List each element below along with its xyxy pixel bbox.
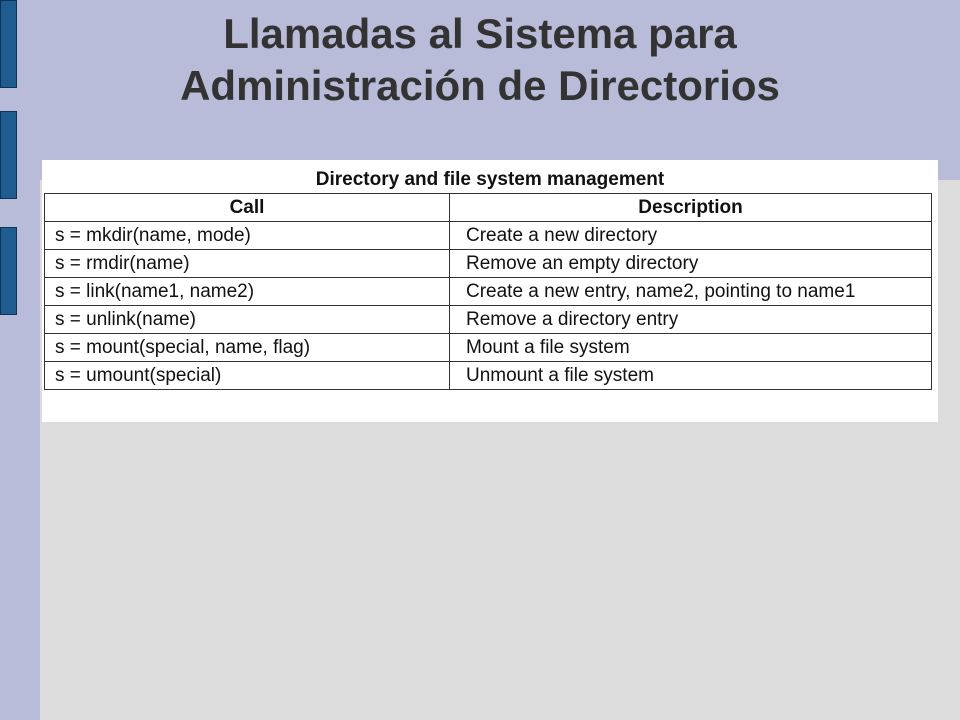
description-cell: Remove an empty directory [450,250,932,278]
table-row [45,334,932,362]
table-figure [42,160,938,422]
call-cell: s = mkdir(name, mode) [45,222,450,250]
column-header-description: Description [450,194,932,222]
decorative-side-bar [0,227,17,315]
table-row [45,306,932,334]
slide-title-line-1: Llamadas al Sistema para [223,10,737,57]
call-cell: s = rmdir(name) [45,250,450,278]
call-cell: s = link(name1, name2) [45,278,450,306]
slide-title-line-2: Administración de Directorios [180,62,780,109]
table-header-row [45,194,932,222]
decorative-side-bar [0,111,17,199]
call-cell: s = mount(special, name, flag) [45,334,450,362]
call-cell: s = unlink(name) [45,306,450,334]
table-row [45,362,932,390]
figure-caption: Directory and file system management [315,169,665,190]
description-cell: Create a new directory [450,222,932,250]
description-cell: Create a new entry, name2, pointing to name1 [450,278,932,306]
description-cell: Remove a directory entry [450,306,932,334]
description-cell: Unmount a file system [450,362,932,390]
table-row [45,250,932,278]
table-row [45,222,932,250]
table-row [45,278,932,306]
slide-title [0,8,960,112]
call-cell: s = umount(special) [45,362,450,390]
column-header-call: Call [45,194,450,222]
description-cell: Mount a file system [450,334,932,362]
system-calls-table [44,193,932,390]
